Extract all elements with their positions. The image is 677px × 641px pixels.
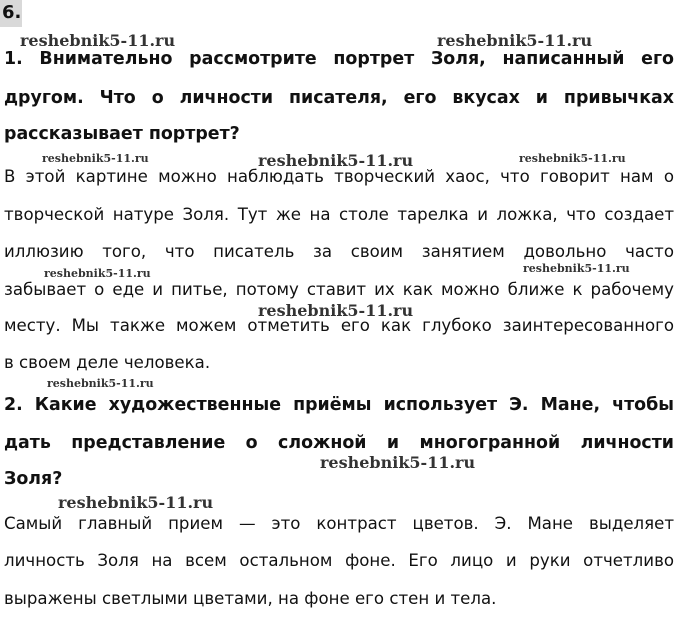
- answer-1-line-3: иллюзию того, что писатель за своим занятием довольно часто: [4, 242, 674, 261]
- question-1-line-2: другом. Что о личности писателя, его вкусах и привычках: [4, 88, 674, 108]
- watermark: reshebnik5-11.ru: [42, 152, 149, 165]
- answer-2-line-3: выражены светлыми цветами, на фоне его стен и тела.: [4, 589, 497, 608]
- watermark: reshebnik5-11.ru: [523, 262, 630, 275]
- watermark: reshebnik5-11.ru: [58, 493, 214, 512]
- question-2-line-2: дать представление о сложной и многогранной личности: [4, 433, 674, 453]
- answer-1-line-4: забывает о еде и питье, потому ставит их как можно ближе к рабочему: [4, 280, 674, 299]
- answer-2-line-1: Самый главный прием — это контраст цветов. Э. Мане выделяет: [4, 514, 674, 533]
- task-number: 6.: [2, 2, 22, 23]
- question-2-line-1: 2. Какие художественные приёмы использует Э. Мане, чтобы: [4, 395, 674, 415]
- question-1-line-3: рассказывает портрет?: [4, 124, 240, 144]
- watermark: reshebnik5-11.ru: [320, 453, 476, 472]
- watermark: reshebnik5-11.ru: [519, 152, 626, 165]
- watermark: reshebnik5-11.ru: [20, 31, 176, 50]
- answer-1-line-5: месту. Мы также можем отметить его как глубоко заинтересованного: [4, 316, 674, 335]
- question-2-line-3: Золя?: [4, 469, 63, 489]
- answer-1-line-1: В этой картине можно наблюдать творческий хаос, что говорит нам о: [4, 167, 674, 186]
- answer-2-line-2: личность Золя на всем остальном фоне. Его лицо и руки отчетливо: [4, 551, 674, 570]
- watermark: reshebnik5-11.ru: [44, 267, 151, 280]
- watermark: reshebnik5-11.ru: [47, 377, 154, 390]
- answer-1-line-2: творческой натуре Золя. Тут же на столе тарелка и ложка, что создает: [4, 205, 674, 224]
- watermark: reshebnik5-11.ru: [437, 31, 593, 50]
- answer-1-line-6: в своем деле человека.: [4, 353, 211, 372]
- watermark: reshebnik5-11.ru: [258, 301, 414, 320]
- watermark: reshebnik5-11.ru: [258, 151, 414, 170]
- question-1-line-1: 1. Внимательно рассмотрите портрет Золя, написанный его: [4, 49, 674, 69]
